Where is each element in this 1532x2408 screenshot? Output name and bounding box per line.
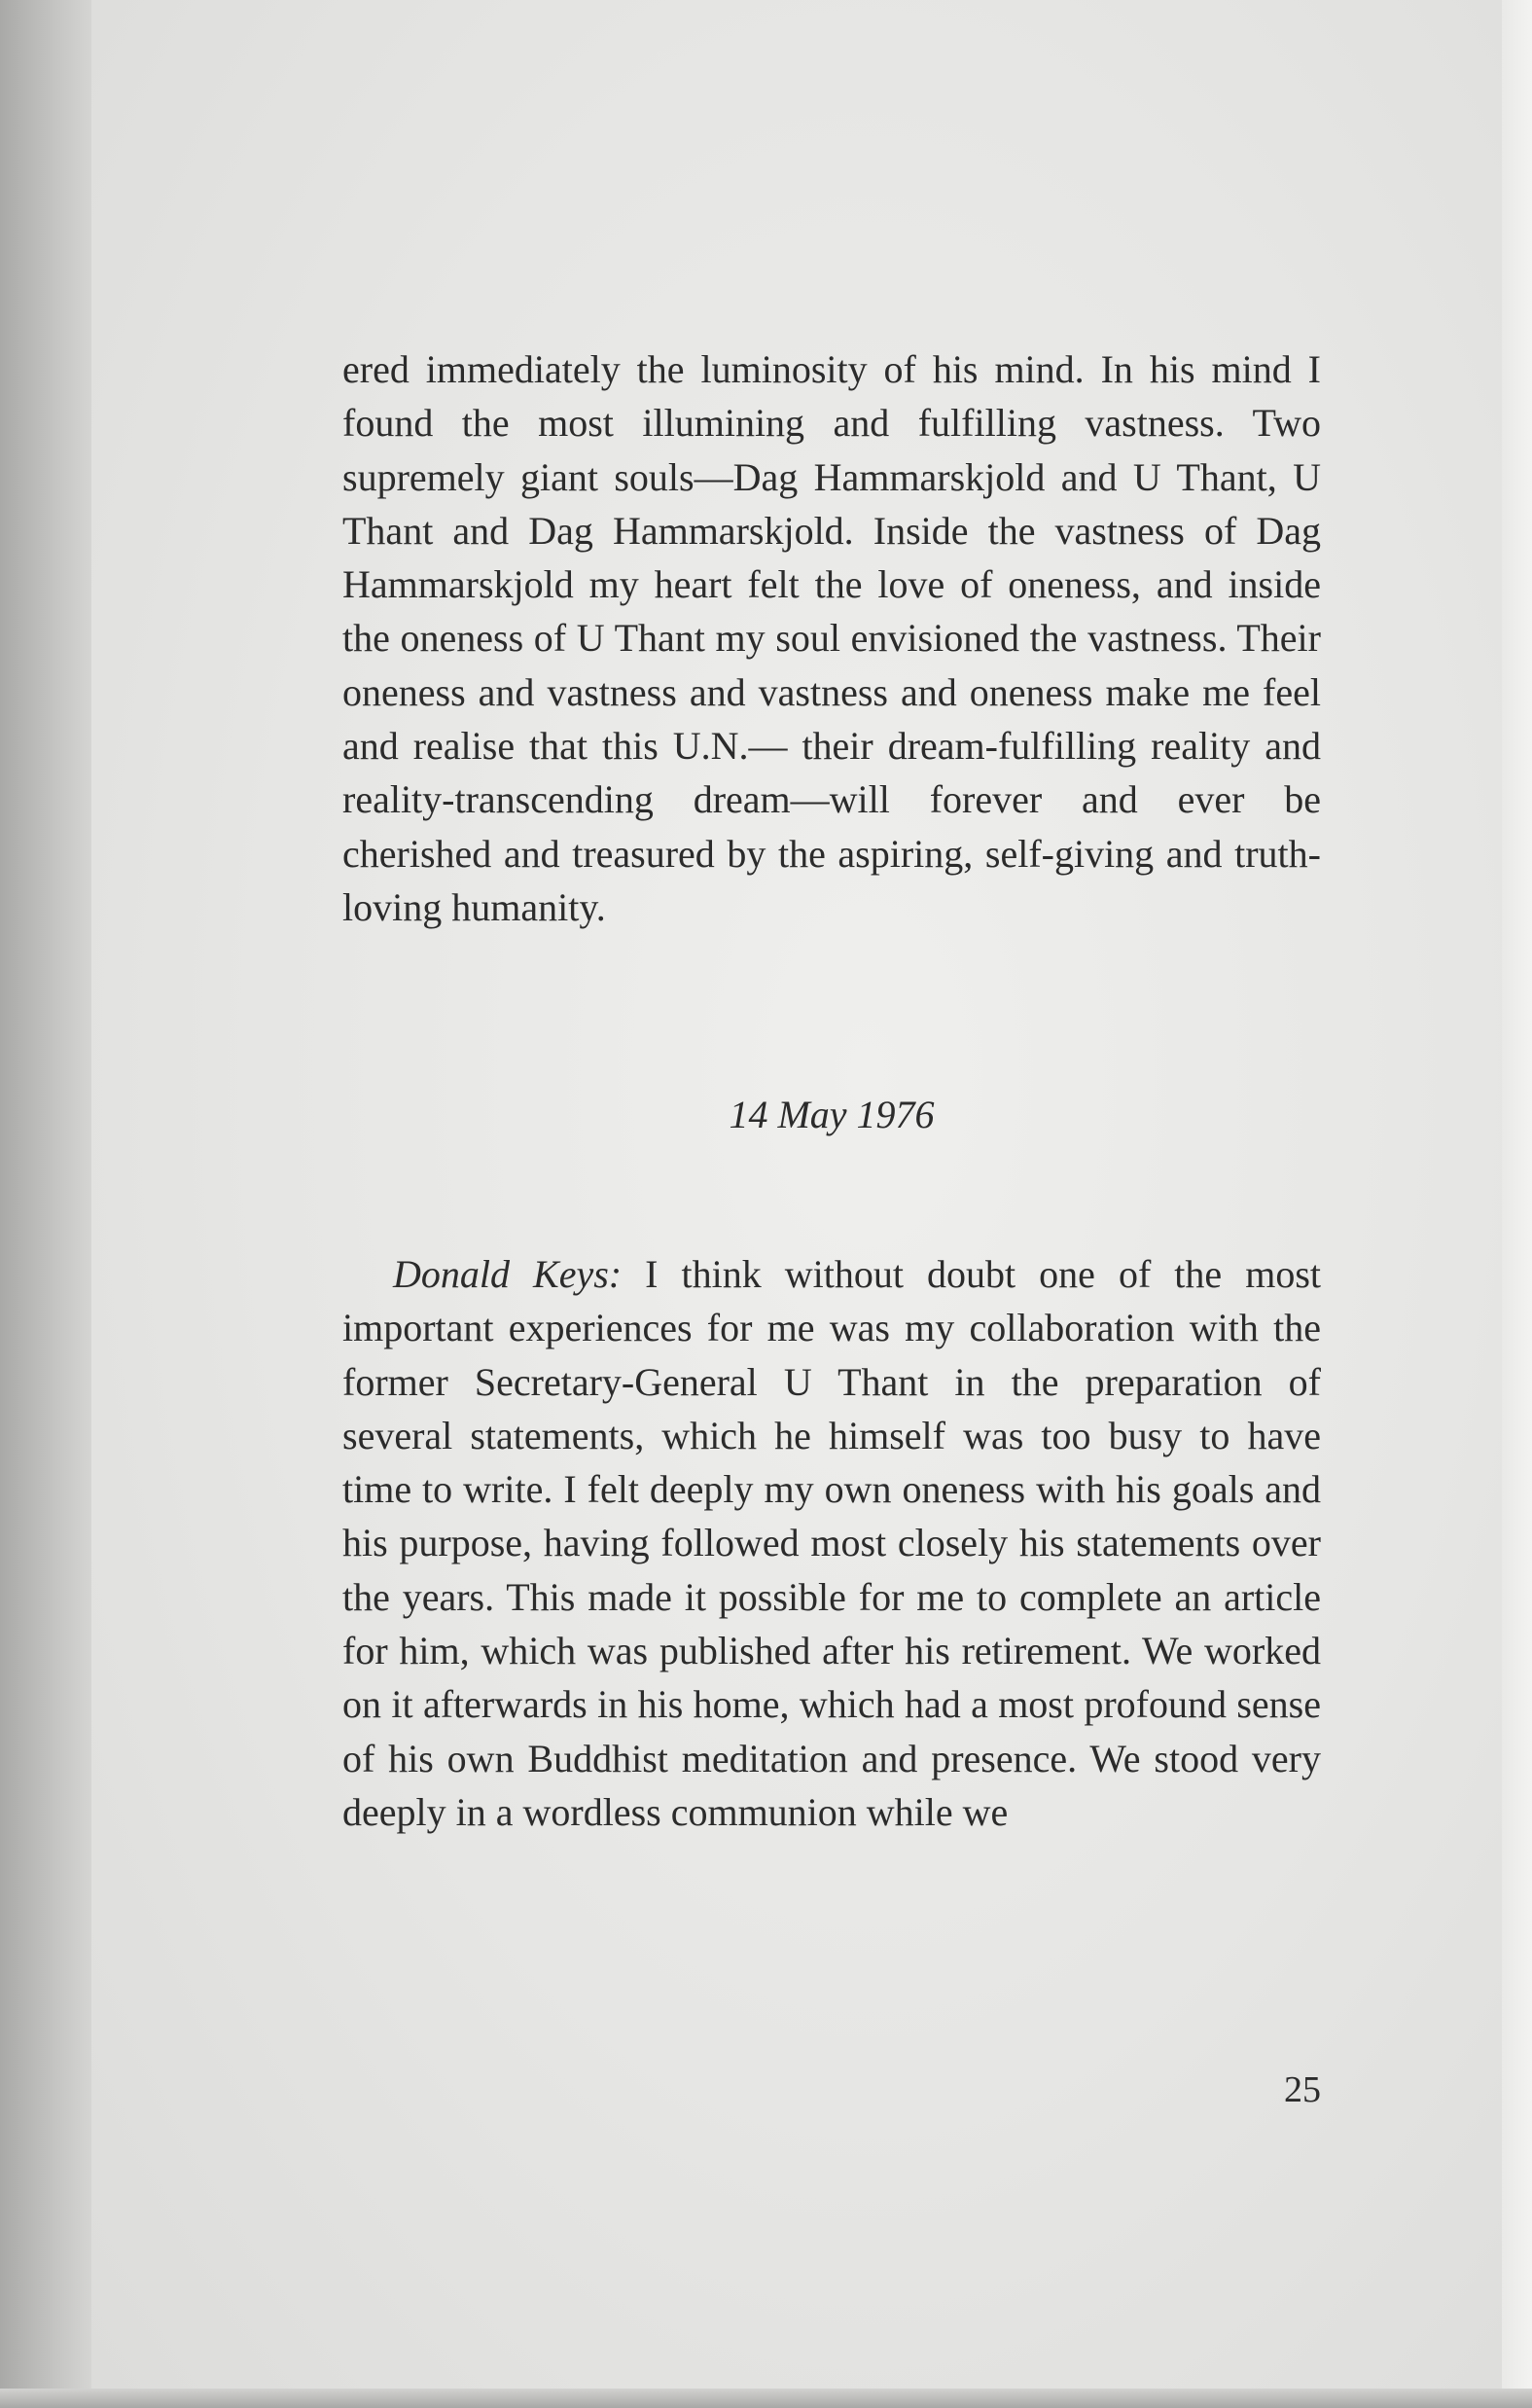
page-number: 25	[1284, 2069, 1321, 2110]
date-heading: 14 May 1976	[729, 1093, 935, 1136]
speaker-paragraph-text: I think without doubt one of the most important experiences for me was my collaboration with the former Secretary-General U Thant in the preparation of several statements, which he himself was too busy to have time to write. I felt deeply my own oneness with his goals and his purpose, having followed most closely his statements over the years. This made it possible for me to complete an article for him, which was published after his retirement. We worked on it afterwards in his home, which had a most profound sense of his own Buddhist meditation and presence. We stood very deeply in a wordless communion while we	[342, 1252, 1321, 1834]
scan-left-shadow	[0, 0, 91, 2408]
page-right-margin	[1502, 0, 1532, 2408]
body-text-top	[342, 342, 1321, 934]
speaker-name: Donald Keys:	[393, 1252, 623, 1296]
body-text-bottom	[342, 1247, 1321, 1839]
scan-bottom-shadow	[0, 2389, 1532, 2408]
speaker-paragraph	[342, 1247, 1321, 1839]
continued-paragraph: ered immediately the luminosity of his mind. In his mind I found the most illumining and fulfilling vastness. Two supremely giant souls—Dag Hammarskjold and U Thant, U Thant and Dag Hammarskjold. Inside the vastness of Dag Hammarskjold my heart felt the love of oneness, and inside the oneness of U Thant my soul envisioned the vastness. Their oneness and vastness and vastness and oneness make me feel and realise that this U.N.— their dream-fulfilling reality and reality-transcending dream—will forever and ever be cherished and treasured by the aspiring, self-giving and truthloving humanity.	[342, 347, 1321, 929]
